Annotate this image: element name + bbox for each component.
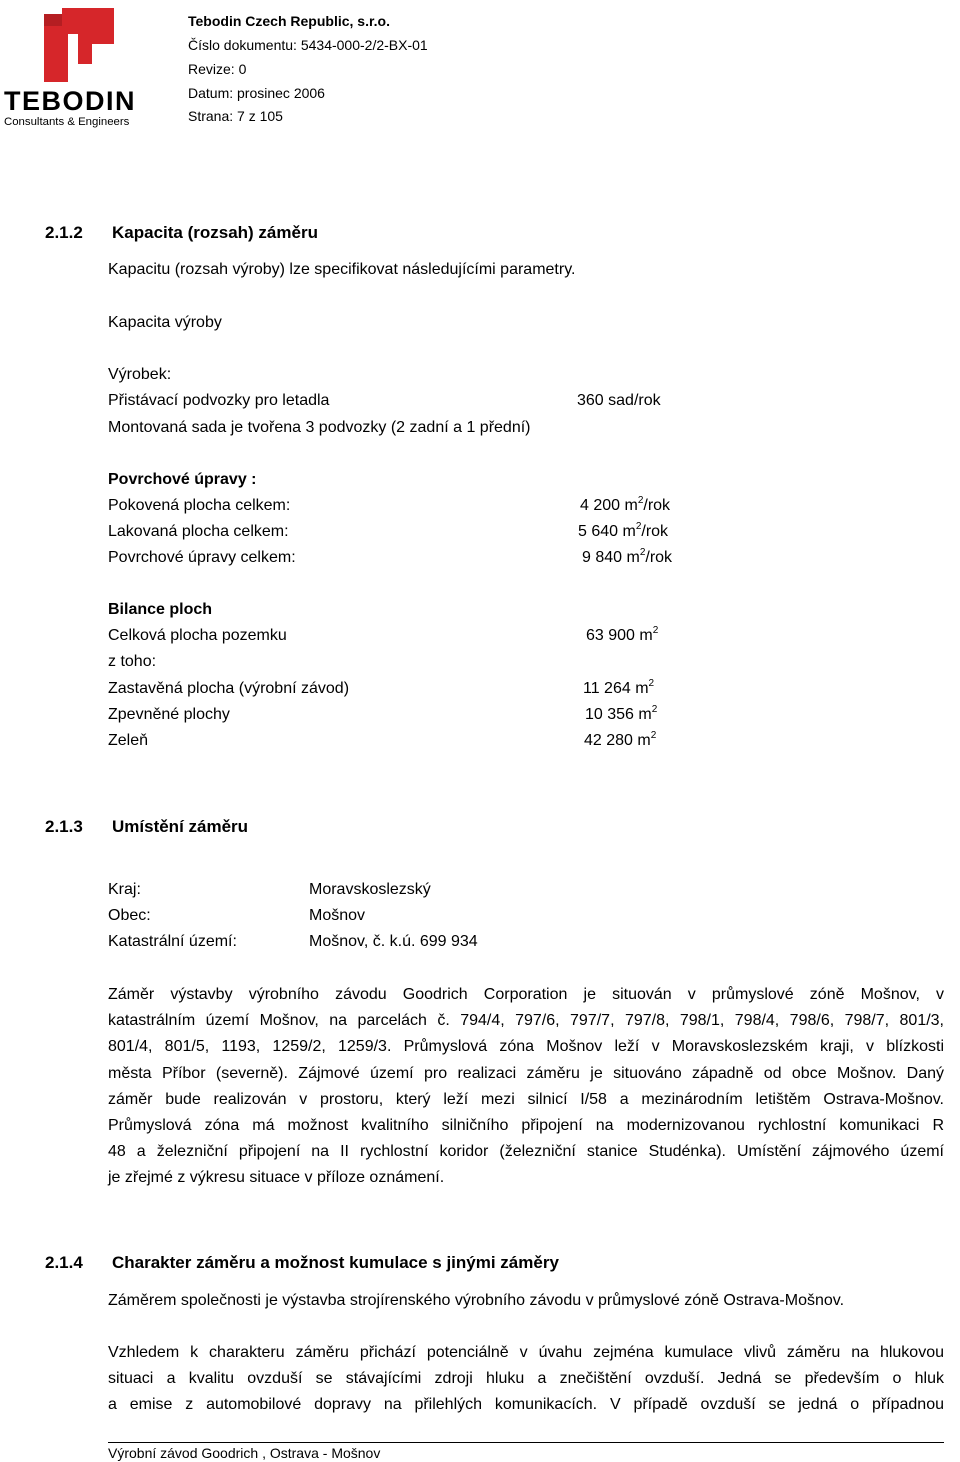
- location-label: Kraj:: [108, 881, 141, 898]
- company-name: Tebodin Czech Republic, s.r.o.: [188, 13, 390, 29]
- product-value: 360 sad/rok: [577, 392, 661, 409]
- section-214-paragraph-1: Záměrem společnosti je výstavba strojírenského výrobního závodu v průmyslové zóně Ostrava-Mošnov.: [108, 1292, 845, 1309]
- logo-tagline: Consultants & Engineers: [4, 116, 130, 128]
- balance-row-value: 10 356 $m^2$: [585, 704, 658, 723]
- paragraph-line: katastrálním území Mošnov, na parcelách č. 794/4, 797/6, 797/7, 797/8, 798/1, 798/4, 798/6, 798/7, 801/3,: [108, 1012, 944, 1030]
- balance-row-value: 63 900 $m^2$: [586, 625, 659, 644]
- paragraph-line: situaci a kvalitu ovzduší se stávajícími zdroji hluku a znečištění ovzduší. Jedná se především o hluk: [108, 1370, 944, 1388]
- section-213-paragraph: [108, 982, 944, 1192]
- capacity-heading: Kapacita výroby: [108, 314, 222, 331]
- paragraph-line: 48 a železniční připojení na II rychlostní koridor (železniční stanice Studénka). Umístění zájmového území: [108, 1143, 944, 1161]
- location-value: Mošnov, č. k.ú. 699 934: [309, 933, 478, 950]
- surface-row-value: 4 200 $m^2$/rok: [580, 495, 671, 514]
- balance-row-label: Zpevněné plochy: [108, 706, 230, 723]
- product-label: Výrobek:: [108, 366, 172, 383]
- location-label: Katastrální území:: [108, 933, 237, 950]
- surface-row-value: 5 640 $m^2$/rok: [578, 521, 669, 540]
- section-214-title: Charakter záměru a možnost kumulace s jinými záměry: [112, 1253, 559, 1272]
- footer-text: Výrobní závod Goodrich , Ostrava - Mošnov: [108, 1445, 381, 1461]
- paragraph-line: Průmyslová zóna má možnost kvalitního silničního připojení na modernizovanou rychlostní komunikaci R: [108, 1117, 944, 1135]
- tebodin-logo: [4, 6, 154, 128]
- footer-divider: [108, 1442, 944, 1443]
- paragraph-line: a emise z automobilové dopravy na přilehlých komunikacích. V případě ovzduší se jedná o případnou: [108, 1396, 944, 1414]
- section-214-number: 2.1.4: [45, 1253, 83, 1272]
- paragraph-line: je zřejmé z výkresu situace v příloze oznámení.: [108, 1169, 445, 1187]
- surface-row-label: Lakovaná plocha celkem:: [108, 523, 289, 540]
- balance-row-label: Celková plocha pozemku: [108, 627, 287, 644]
- balance-row-label: z toho:: [108, 653, 157, 670]
- location-label: Obec:: [108, 907, 151, 924]
- location-value: Moravskoslezský: [309, 881, 431, 898]
- balance-row-label: Zastavěná plocha (výrobní závod): [108, 680, 350, 697]
- paragraph-line: města Příbor (severně). Zájmové území pro realizaci záměru je situováno západně od obce Mošnov. Daný: [108, 1064, 944, 1082]
- section-212-number: 2.1.2: [45, 223, 83, 242]
- section-212-title: Kapacita (rozsah) záměru: [112, 223, 318, 242]
- paragraph-line: Záměr výstavby výrobního závodu Goodrich Corporation je situován v průmyslové zóně Mošnov, v: [108, 986, 944, 1003]
- balance-row-value: 42 280 $m^2$: [584, 730, 657, 749]
- page-number: Strana: 7 z 105: [188, 108, 283, 124]
- section-213-number: 2.1.3: [45, 817, 83, 836]
- paragraph-line: záměr bude realizován v prostoru, který leží mezi silnicí I/58 a mezinárodním letištěm Ostrava-Mošnov.: [108, 1090, 944, 1108]
- product-name: Přistávací podvozky pro letadla: [108, 392, 330, 409]
- tebodin-logo-mark: [4, 6, 154, 128]
- surface-row-label: Povrchové úpravy celkem:: [108, 549, 296, 566]
- location-value: Mošnov: [309, 907, 366, 924]
- logo-wordmark: TEBODIN: [4, 86, 136, 116]
- document-date: Datum: prosinec 2006: [188, 85, 325, 101]
- set-note: Montovaná sada je tvořena 3 podvozky (2 zadní a 1 přední): [108, 419, 531, 436]
- document-number: Číslo dokumentu: 5434-000-2/2-BX-01: [188, 37, 428, 53]
- surface-row-label: Pokovená plocha celkem:: [108, 497, 291, 514]
- paragraph-line: Vzhledem k charakteru záměru přichází potenciálně v úvahu zejména kumulace vlivů záměru na hlukovou: [108, 1344, 944, 1361]
- surface-heading: Povrchové úpravy :: [108, 471, 257, 488]
- section-214-paragraph-2: [108, 1340, 944, 1419]
- revision: Revize: 0: [188, 61, 247, 77]
- balance-row-label: Zeleň: [108, 732, 149, 749]
- section-213-title: Umístění záměru: [112, 817, 249, 836]
- balance-heading: Bilance ploch: [108, 601, 213, 618]
- paragraph-line: 801/4, 801/5, 1193, 1259/2, 1259/3. Průmyslová zóna Mošnov leží v Moravskoslezském kraji, v blízkosti: [108, 1038, 944, 1056]
- surface-row-value: 9 840 $m^2$/rok: [582, 547, 673, 566]
- balance-row-value: 11 264 $m^2$: [583, 678, 655, 697]
- section-212-intro: Kapacitu (rozsah výroby) lze specifikovat následujícími parametry.: [108, 261, 576, 278]
